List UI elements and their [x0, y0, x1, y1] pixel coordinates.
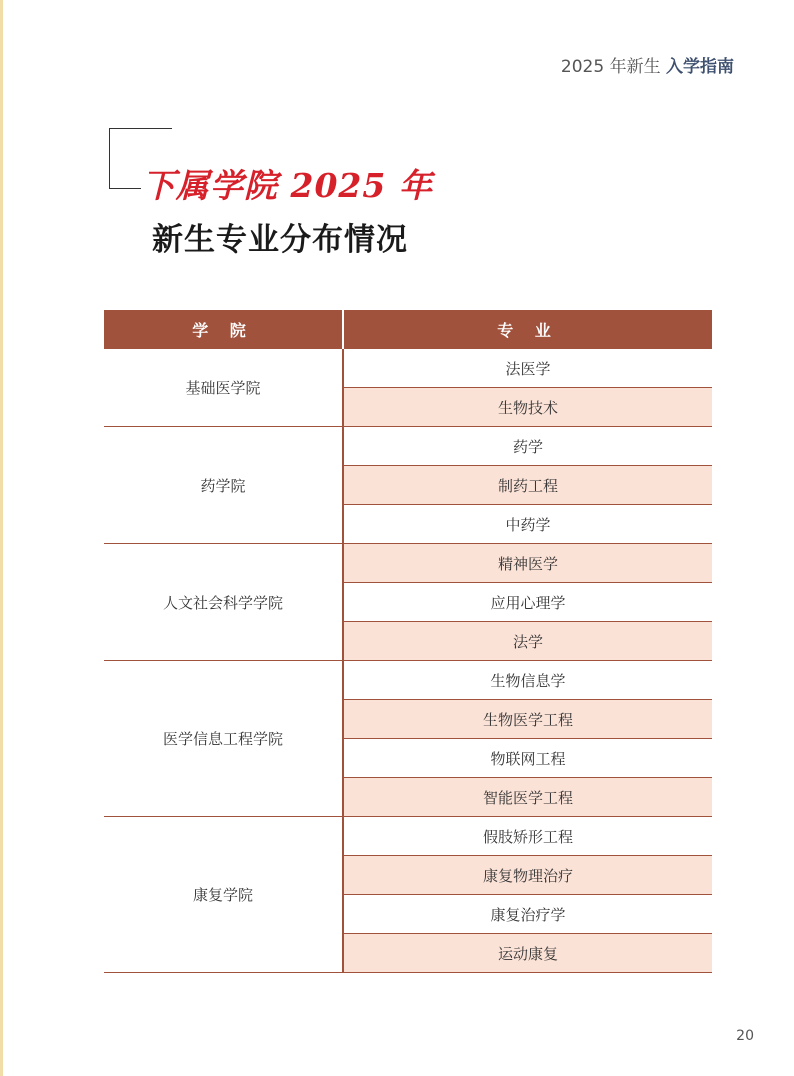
major-cell: 法医学 [343, 349, 712, 388]
major-cell: 生物医学工程 [343, 700, 712, 739]
major-cell: 制药工程 [343, 466, 712, 505]
major-cell: 物联网工程 [343, 739, 712, 778]
major-cell: 康复治疗学 [343, 895, 712, 934]
page-title-line1: 下属学院 2025 年 [142, 166, 433, 205]
major-cell: 运动康复 [343, 934, 712, 973]
majors-table [104, 310, 712, 973]
major-cell: 假肢矫形工程 [343, 817, 712, 856]
major-cell: 中药学 [343, 505, 712, 544]
title-bracket-underline [109, 188, 141, 189]
table-row [104, 349, 712, 388]
college-cell: 人文社会科学学院 [104, 544, 343, 661]
running-header [561, 52, 734, 77]
table-row [104, 661, 712, 700]
college-cell: 医学信息工程学院 [104, 661, 343, 817]
table-row [104, 427, 712, 466]
major-cell: 精神医学 [343, 544, 712, 583]
table-row [104, 544, 712, 583]
table-header-row [104, 310, 712, 349]
college-cell: 康复学院 [104, 817, 343, 973]
major-cell: 法学 [343, 622, 712, 661]
college-cell: 药学院 [104, 427, 343, 544]
page-title-line2: 新生专业分布情况 [152, 222, 408, 258]
major-cell: 生物技术 [343, 388, 712, 427]
column-header-major: 专 业 [343, 310, 712, 349]
page-number: 20 [736, 1028, 754, 1044]
header-emphasis: 入学指南 [666, 57, 734, 77]
major-cell: 药学 [343, 427, 712, 466]
major-cell: 生物信息学 [343, 661, 712, 700]
major-cell: 智能医学工程 [343, 778, 712, 817]
major-cell: 康复物理治疗 [343, 856, 712, 895]
column-header-college: 学 院 [104, 310, 343, 349]
table-row [104, 817, 712, 856]
college-cell: 基础医学院 [104, 349, 343, 427]
page-edge-strip [0, 0, 3, 1076]
header-prefix: 2025 年新生 [560, 57, 661, 77]
major-cell: 应用心理学 [343, 583, 712, 622]
